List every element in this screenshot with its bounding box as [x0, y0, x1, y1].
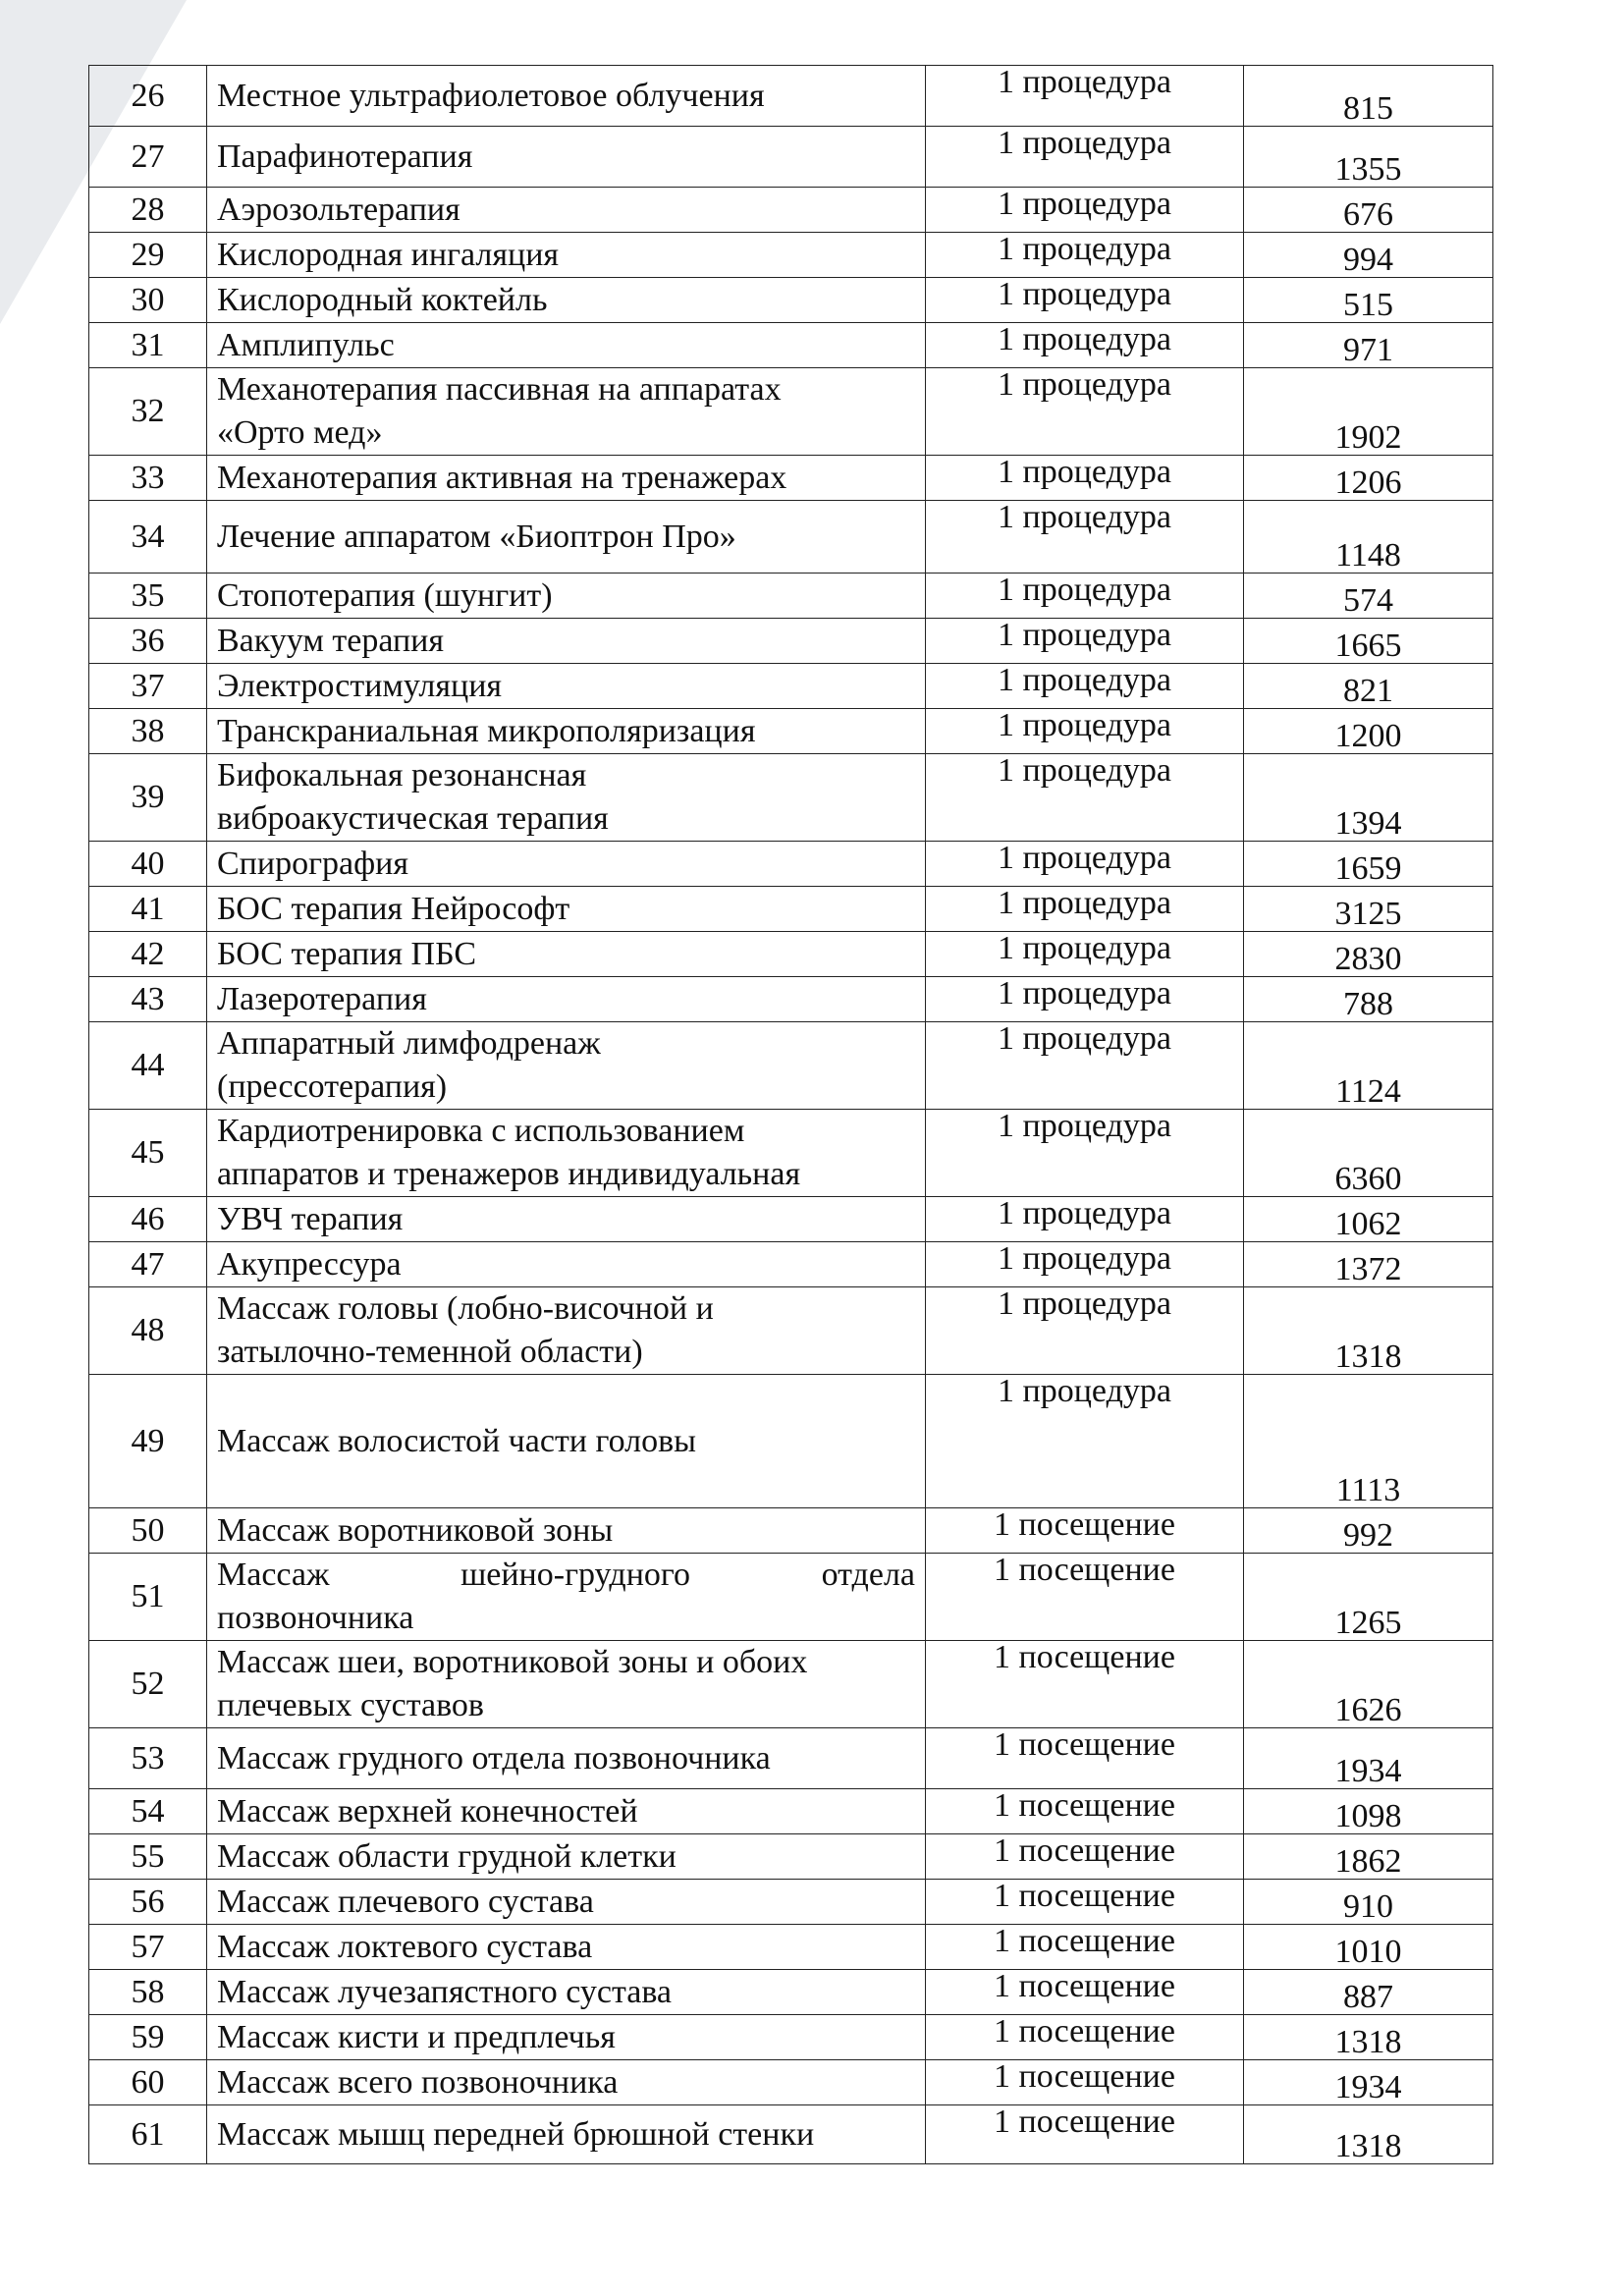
service-name-line: Механотерапия активная на тренажерах [217, 459, 787, 496]
row-number: 53 [89, 1728, 207, 1789]
table-row [89, 1554, 1493, 1641]
table-row [89, 1375, 1493, 1508]
service-unit: 1 процедура [926, 66, 1244, 127]
service-price: 515 [1244, 278, 1493, 323]
service-name [207, 2015, 926, 2060]
service-name-line: Кислородная ингаляция [217, 236, 560, 273]
row-number: 40 [89, 842, 207, 887]
row-number: 30 [89, 278, 207, 323]
table-row [89, 2105, 1493, 2164]
service-name [207, 1970, 926, 2015]
table-row [89, 664, 1493, 709]
row-number: 59 [89, 2015, 207, 2060]
service-name-line: Бифокальная резонансная [217, 757, 587, 793]
table-row [89, 501, 1493, 574]
service-name [207, 323, 926, 368]
table-row [89, 842, 1493, 887]
service-unit: 1 процедура [926, 1287, 1244, 1375]
service-price: 910 [1244, 1880, 1493, 1925]
service-name [207, 1834, 926, 1880]
service-name-line: «Орто мед» [217, 414, 383, 451]
table-row [89, 1880, 1493, 1925]
service-unit: 1 процедура [926, 127, 1244, 188]
service-price: 887 [1244, 1970, 1493, 2015]
service-unit: 1 посещение [926, 1728, 1244, 1789]
service-name-line: Кардиотренировка с использованием [217, 1113, 745, 1149]
row-number: 61 [89, 2105, 207, 2164]
row-number: 34 [89, 501, 207, 574]
row-number: 38 [89, 709, 207, 754]
service-name-line: Массаж области грудной клетки [217, 1837, 677, 1875]
service-name [207, 1925, 926, 1970]
service-name [207, 1197, 926, 1242]
table-row [89, 233, 1493, 278]
service-unit: 1 процедура [926, 1242, 1244, 1287]
service-unit: 1 посещение [926, 2060, 1244, 2105]
row-number: 49 [89, 1375, 207, 1508]
service-name-line: затылочно-теменной области) [217, 1334, 643, 1370]
service-name-line: Массаж мышц передней брюшной стенки [217, 2115, 815, 2153]
service-name [207, 1242, 926, 1287]
table-row [89, 1970, 1493, 2015]
row-number: 36 [89, 619, 207, 664]
service-name-line: Массаж плечевого сустава [217, 1883, 594, 1920]
service-name [207, 664, 926, 709]
service-name-line: БОС терапия Нейрософт [217, 890, 570, 927]
service-name [207, 501, 926, 574]
service-name-line: Лечение аппаратом «Биоптрон Про» [217, 518, 736, 555]
service-name [207, 1022, 926, 1110]
row-number: 33 [89, 456, 207, 501]
service-name [207, 754, 926, 842]
service-price: 1098 [1244, 1789, 1493, 1834]
service-unit: 1 посещение [926, 1925, 1244, 1970]
service-unit: 1 процедура [926, 574, 1244, 619]
service-name [207, 368, 926, 456]
service-name [207, 1789, 926, 1834]
service-name-line: Спирография [217, 845, 408, 882]
row-number: 31 [89, 323, 207, 368]
service-name [207, 1641, 926, 1728]
service-name-line: Массаж лучезапястного сустава [217, 1973, 673, 2010]
row-number: 58 [89, 1970, 207, 2015]
table-row [89, 127, 1493, 188]
service-name [207, 2105, 926, 2164]
table-row [89, 574, 1493, 619]
service-price: 1665 [1244, 619, 1493, 664]
row-number: 60 [89, 2060, 207, 2105]
service-name-line: плечевых суставов [217, 1687, 484, 1723]
table-row [89, 1508, 1493, 1554]
service-unit: 1 посещение [926, 1641, 1244, 1728]
service-price: 994 [1244, 233, 1493, 278]
service-price: 1206 [1244, 456, 1493, 501]
table-row [89, 1789, 1493, 1834]
service-price: 1010 [1244, 1925, 1493, 1970]
service-name-line: Массаж грудного отдела позвоночника [217, 1739, 771, 1776]
row-number: 27 [89, 127, 207, 188]
service-name [207, 278, 926, 323]
row-number: 35 [89, 574, 207, 619]
table-row [89, 368, 1493, 456]
service-name [207, 1728, 926, 1789]
service-unit: 1 посещение [926, 2105, 1244, 2164]
service-price: 574 [1244, 574, 1493, 619]
service-unit: 1 процедура [926, 887, 1244, 932]
service-price: 1148 [1244, 501, 1493, 574]
service-name-line: Массаж головы (лобно-височной и [217, 1290, 714, 1327]
service-price: 1902 [1244, 368, 1493, 456]
table-row [89, 188, 1493, 233]
table-row [89, 278, 1493, 323]
service-price: 1200 [1244, 709, 1493, 754]
service-name-line: виброакустическая терапия [217, 800, 609, 837]
service-price: 788 [1244, 977, 1493, 1022]
service-name [207, 1508, 926, 1554]
table-row [89, 2060, 1493, 2105]
row-number: 51 [89, 1554, 207, 1641]
service-price: 1062 [1244, 1197, 1493, 1242]
service-price: 1318 [1244, 1287, 1493, 1375]
table-row [89, 2015, 1493, 2060]
service-price: 1934 [1244, 2060, 1493, 2105]
service-unit: 1 процедура [926, 709, 1244, 754]
service-unit: 1 процедура [926, 1375, 1244, 1508]
service-name [207, 1110, 926, 1197]
table-row [89, 754, 1493, 842]
service-unit: 1 посещение [926, 1880, 1244, 1925]
service-name-line: Транскраниальная микрополяризация [217, 712, 756, 749]
service-name-line: Вакуум терапия [217, 622, 444, 659]
service-name [207, 188, 926, 233]
service-price: 1394 [1244, 754, 1493, 842]
service-name-line: Массаж всего позвоночника [217, 2063, 619, 2101]
row-number: 45 [89, 1110, 207, 1197]
service-name [207, 127, 926, 188]
service-name-line: Парафинотерапия [217, 137, 473, 175]
service-name [207, 456, 926, 501]
service-price: 815 [1244, 66, 1493, 127]
service-name [207, 709, 926, 754]
service-unit: 1 посещение [926, 1970, 1244, 2015]
service-name-line: Массаж воротниковой зоны [217, 1511, 614, 1549]
service-price: 1318 [1244, 2105, 1493, 2164]
service-price: 821 [1244, 664, 1493, 709]
table-row [89, 323, 1493, 368]
row-number: 43 [89, 977, 207, 1022]
table-row [89, 1242, 1493, 1287]
service-unit: 1 процедура [926, 754, 1244, 842]
service-name-line: Механотерапия пассивная на аппаратах [217, 371, 782, 408]
service-price: 6360 [1244, 1110, 1493, 1197]
service-name [207, 574, 926, 619]
row-number: 50 [89, 1508, 207, 1554]
service-unit: 1 посещение [926, 1789, 1244, 1834]
row-number: 56 [89, 1880, 207, 1925]
service-price: 1659 [1244, 842, 1493, 887]
service-name-line: Кислородный коктейль [217, 281, 548, 318]
service-name [207, 1287, 926, 1375]
service-unit: 1 процедура [926, 1110, 1244, 1197]
table-row [89, 619, 1493, 664]
row-number: 39 [89, 754, 207, 842]
service-name [207, 1554, 926, 1641]
service-name-line: Электростимуляция [217, 667, 503, 704]
table-row [89, 1728, 1493, 1789]
service-price: 1862 [1244, 1834, 1493, 1880]
price-table [88, 65, 1493, 2164]
service-unit: 1 посещение [926, 1834, 1244, 1880]
service-name-line: Массаж волосистой части головы [217, 1422, 697, 1459]
service-price: 971 [1244, 323, 1493, 368]
service-price: 1626 [1244, 1641, 1493, 1728]
service-name [207, 1880, 926, 1925]
service-name-line: Местное ультрафиолетовое облучения [217, 77, 765, 114]
row-number: 48 [89, 1287, 207, 1375]
row-number: 44 [89, 1022, 207, 1110]
table-row [89, 1022, 1493, 1110]
row-number: 37 [89, 664, 207, 709]
service-unit: 1 процедура [926, 842, 1244, 887]
service-unit: 1 процедура [926, 278, 1244, 323]
table-row [89, 66, 1493, 127]
service-name [207, 1375, 926, 1508]
service-price: 1355 [1244, 127, 1493, 188]
table-row [89, 932, 1493, 977]
service-price: 3125 [1244, 887, 1493, 932]
row-number: 41 [89, 887, 207, 932]
row-number: 26 [89, 66, 207, 127]
service-price: 1265 [1244, 1554, 1493, 1641]
table-row [89, 1925, 1493, 1970]
row-number: 32 [89, 368, 207, 456]
service-price: 992 [1244, 1508, 1493, 1554]
table-row [89, 977, 1493, 1022]
service-price: 676 [1244, 188, 1493, 233]
row-number: 29 [89, 233, 207, 278]
service-unit: 1 процедура [926, 1022, 1244, 1110]
service-price: 1318 [1244, 2015, 1493, 2060]
service-name-line: Аппаратный лимфодренаж [217, 1025, 601, 1062]
service-name-line: УВЧ терапия [217, 1200, 404, 1237]
row-number: 46 [89, 1197, 207, 1242]
service-name-line: Массаж шеи, воротниковой зоны и обоих [217, 1644, 808, 1680]
service-name [207, 2060, 926, 2105]
service-price: 1124 [1244, 1022, 1493, 1110]
service-price: 2830 [1244, 932, 1493, 977]
service-unit: 1 процедура [926, 233, 1244, 278]
service-unit: 1 процедура [926, 932, 1244, 977]
service-name-line: Массаж локтевого сустава [217, 1928, 593, 1965]
service-name-line: Лазеротерапия [217, 980, 427, 1017]
service-name [207, 842, 926, 887]
service-name-line: Массаж верхней конечностей [217, 1792, 638, 1830]
service-unit: 1 процедура [926, 1197, 1244, 1242]
service-name [207, 977, 926, 1022]
service-unit: 1 процедура [926, 619, 1244, 664]
service-name [207, 887, 926, 932]
service-price: 1113 [1244, 1375, 1493, 1508]
row-number: 28 [89, 188, 207, 233]
service-name [207, 66, 926, 127]
service-unit: 1 процедура [926, 368, 1244, 456]
price-table-body [89, 66, 1493, 2164]
service-unit: 1 процедура [926, 323, 1244, 368]
row-number: 47 [89, 1242, 207, 1287]
table-row [89, 1834, 1493, 1880]
row-number: 52 [89, 1641, 207, 1728]
row-number: 57 [89, 1925, 207, 1970]
service-name-line: (прессотерапия) [217, 1068, 448, 1105]
service-name-line: Амплипульс [217, 326, 395, 363]
table-row [89, 1641, 1493, 1728]
service-name-line: аппаратов и тренажеров индивидуальная [217, 1156, 801, 1192]
row-number: 42 [89, 932, 207, 977]
service-price: 1934 [1244, 1728, 1493, 1789]
service-price: 1372 [1244, 1242, 1493, 1287]
row-number: 54 [89, 1789, 207, 1834]
service-name-line: Стопотерапия (шунгит) [217, 576, 553, 614]
service-name [207, 233, 926, 278]
service-unit: 1 процедура [926, 188, 1244, 233]
service-name-line: Массаж кисти и предплечья [217, 2018, 616, 2055]
service-unit: 1 процедура [926, 456, 1244, 501]
table-row [89, 1197, 1493, 1242]
table-row [89, 1287, 1493, 1375]
service-unit: 1 процедура [926, 977, 1244, 1022]
service-name-line: позвоночника [217, 1600, 414, 1636]
service-unit: 1 посещение [926, 1554, 1244, 1641]
table-row [89, 456, 1493, 501]
service-name [207, 619, 926, 664]
service-name-line: Аэрозольтерапия [217, 191, 460, 228]
row-number: 55 [89, 1834, 207, 1880]
service-name-line: БОС терапия ПБС [217, 935, 477, 972]
service-unit: 1 посещение [926, 1508, 1244, 1554]
table-row [89, 887, 1493, 932]
service-name [207, 932, 926, 977]
service-name-line: Акупрессура [217, 1245, 402, 1283]
service-unit: 1 посещение [926, 2015, 1244, 2060]
service-name-line: Массаж шейно-грудного отдела [217, 1557, 915, 1593]
table-row [89, 709, 1493, 754]
table-row [89, 1110, 1493, 1197]
service-unit: 1 процедура [926, 501, 1244, 574]
service-unit: 1 процедура [926, 664, 1244, 709]
